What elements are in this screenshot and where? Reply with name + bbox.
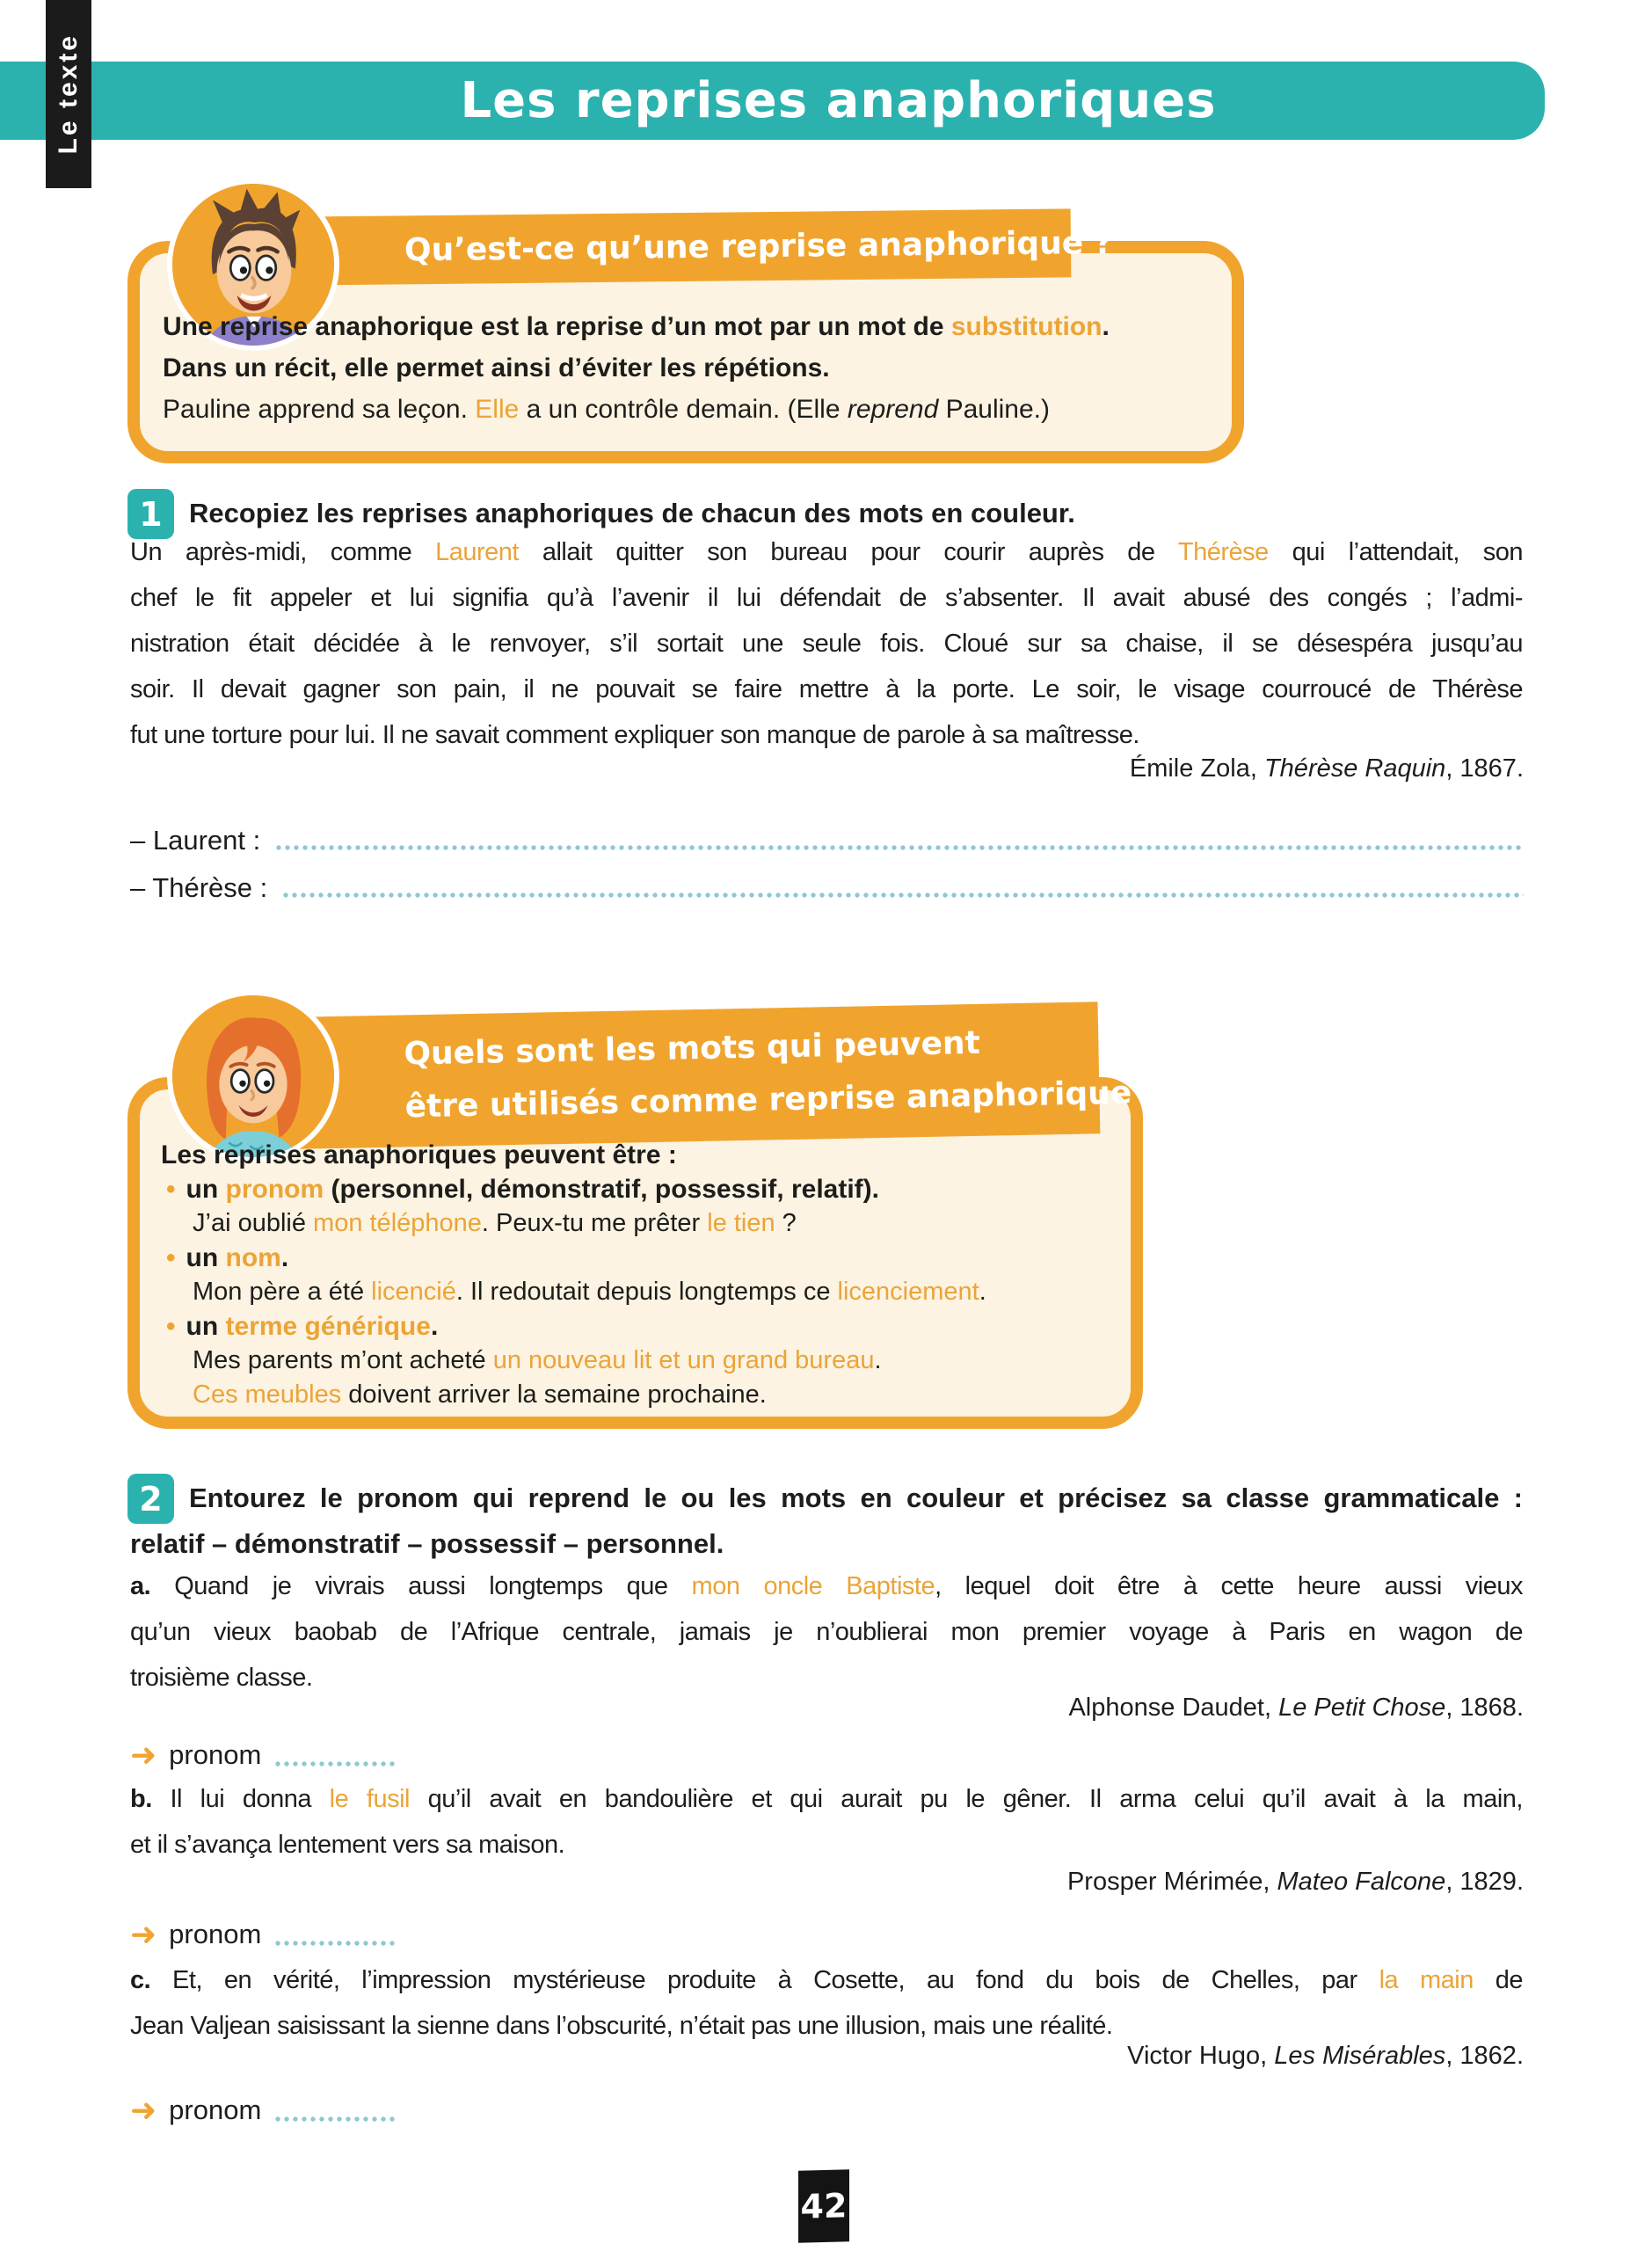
- citation-zola: [791, 754, 1524, 783]
- citation-author: Alphonse Daudet,: [1068, 1694, 1279, 1722]
- definition-example-line: Pauline apprend sa leçon. Elle a un contrôle demain. (Elle reprend Pauline.): [163, 395, 1050, 424]
- type-example: J’ai oublié mon téléphone. Peux-tu me prêter le tien ?: [193, 1209, 797, 1237]
- text-line: c. Et, en vérité, l’impression mystérieuse produite à Cosette, au fond du bois de Chelles, par la main de: [130, 1966, 1523, 1994]
- citation-year: , 1829.: [1445, 1868, 1524, 1896]
- answer-blank[interactable]: [281, 892, 1524, 899]
- answer-blank[interactable]: [273, 1940, 397, 1947]
- text-line: Jean Valjean saisissant la sienne dans l’obscurité, n’était pas une illusion, mais une réalité.: [130, 2012, 1113, 2040]
- exercise-2-instruction-line1: Entourez le pronom qui reprend le ou les mots en couleur et précisez sa classe grammaticale :: [189, 1482, 1523, 1513]
- page-title: Les reprises anaphoriques: [460, 72, 1217, 129]
- type-item-terme-generique: [161, 1309, 1124, 1344]
- exercise-2-badge: 2: [127, 1474, 174, 1524]
- pronoun-answer-row-c: [130, 2089, 397, 2131]
- definition-text: [163, 306, 1226, 430]
- pronoun-answer-row-a: [130, 1734, 397, 1776]
- answer-row-therese: [130, 865, 1524, 904]
- section-tab: [46, 0, 91, 188]
- question-banner-2: [296, 1002, 1161, 1148]
- answer-blank[interactable]: [274, 844, 1524, 851]
- citation-work: Thérèse Raquin: [1263, 754, 1446, 783]
- text-line: a. Quand je vivrais aussi longtemps que mon oncle Baptiste, lequel doit être à cette heure aussi vieux: [130, 1572, 1524, 1600]
- question-banner-2-line2: être utilisés comme reprise anaphorique ?: [404, 1074, 1161, 1126]
- question-banner-1-text: Qu’est-ce qu’une reprise anaphorique ?: [404, 224, 1113, 268]
- definition-line-1: Une reprise anaphorique est la reprise d’un mot par un mot de substitution.: [163, 312, 1110, 341]
- citation-year: , 1868.: [1445, 1694, 1524, 1722]
- section-tab-label: Le texte: [54, 33, 83, 155]
- type-item-label: un pronom (personnel, démonstratif, possessif, relatif).: [186, 1175, 879, 1204]
- pronoun-label: pronom: [169, 1739, 262, 1770]
- arrow-icon: ➜: [130, 2092, 157, 2129]
- answer-label: – Thérèse :: [130, 872, 268, 903]
- text-line: fut une torture pour lui. Il ne savait comment expliquer son manque de parole à sa maîtresse.: [130, 721, 1139, 749]
- text-line: b. Il lui donna le fusil qu’il avait en bandoulière et qui aurait pu le gêner. Il arma celui qu’il avait à la main,: [130, 1785, 1523, 1813]
- answer-blank[interactable]: [273, 2116, 397, 2123]
- answer-row-laurent: [130, 818, 1524, 856]
- arrow-icon: ➜: [130, 1737, 157, 1774]
- bullet-icon: •: [166, 1243, 176, 1272]
- citation-author: Prosper Mérimée,: [1066, 1868, 1277, 1896]
- text-line: qu’un vieux baobab de l’Afrique centrale, jamais je n’oublierai mon premier voyage à Paris en wagon de: [130, 1618, 1523, 1646]
- text-line: troisième classe.: [130, 1664, 313, 1692]
- exercise-1-instruction: Recopiez les reprises anaphoriques de chacun des mots en couleur.: [189, 498, 1075, 528]
- pronoun-label: pronom: [169, 2094, 262, 2125]
- question-banner-2-line1: Quels sont les mots qui peuvent: [404, 1024, 981, 1073]
- citation-work: Le Petit Chose: [1278, 1694, 1446, 1722]
- bullet-icon: •: [166, 1175, 176, 1204]
- citation-work: Les Misérables: [1274, 2042, 1446, 2070]
- citation-year: , 1862.: [1445, 2042, 1524, 2070]
- exercise-1-badge: 1: [127, 489, 174, 539]
- type-example: Ces meubles doivent arriver la semaine prochaine.: [193, 1380, 767, 1409]
- answer-blank[interactable]: [273, 1760, 397, 1767]
- page-number-badge: 42: [798, 2169, 849, 2243]
- chapter-title-banner: [0, 62, 1545, 140]
- citation-hugo: [791, 2042, 1524, 2071]
- pronoun-label: pronom: [169, 1919, 262, 1949]
- text-line: chef le fit appeler et lui signifia qu’à l’avenir il lui défendait de s’absenter. Il avait abusé des congés ; l’admi-: [130, 584, 1523, 612]
- text-line: nistration était décidée à le renvoyer, s’il sortait une seule fois. Cloué sur sa chaise, il se désespéra jusqu’au: [130, 630, 1523, 658]
- citation-daudet: [791, 1694, 1524, 1723]
- types-intro: Les reprises anaphoriques peuvent être :: [161, 1140, 677, 1169]
- girl-avatar-icon: [167, 990, 339, 1162]
- citation-author: Émile Zola,: [1129, 754, 1264, 783]
- exercise-2-item-a: [130, 1563, 1523, 1701]
- answer-label: – Laurent :: [130, 825, 261, 856]
- pronoun-answer-row-b: [130, 1913, 397, 1956]
- type-item-label: un nom.: [186, 1243, 289, 1272]
- text-line: soir. Il devait gagner son pain, il ne pouvait se faire mettre à la porte. Le soir, le visage courroucé de Thérèse: [130, 675, 1523, 703]
- types-list: [161, 1138, 1124, 1412]
- question-banner-1: [297, 208, 1113, 285]
- arrow-icon: ➜: [130, 1916, 157, 1953]
- text-line: et il s’avança lentement vers sa maison.: [130, 1831, 565, 1859]
- citation-merimee: [791, 1868, 1524, 1897]
- exercise-2-item-c: [130, 1957, 1523, 2049]
- definition-line-2: Dans un récit, elle permet ainsi d’éviter les répétions.: [163, 353, 830, 382]
- exercise-2-item-b: [130, 1776, 1523, 1868]
- type-item-label: un terme générique.: [186, 1312, 439, 1341]
- exercise-2-instruction-line2: relatif – démonstratif – possessif – personnel.: [130, 1528, 724, 1559]
- exercise-1-text: [130, 529, 1523, 758]
- type-example: Mes parents m’ont acheté un nouveau lit et un grand bureau.: [193, 1346, 882, 1374]
- bullet-icon: •: [166, 1312, 176, 1341]
- citation-author: Victor Hugo,: [1127, 2042, 1275, 2070]
- type-item-nom: [161, 1241, 1124, 1275]
- text-line: Un après-midi, comme Laurent allait quitter son bureau pour courir auprès de Thérèse qui l’attendait, son: [130, 538, 1524, 566]
- citation-work: Mateo Falcone: [1277, 1868, 1446, 1896]
- type-item-pronom: [161, 1172, 1124, 1206]
- type-example: Mon père a été licencié. Il redoutait depuis longtemps ce licenciement.: [193, 1278, 986, 1306]
- citation-year: , 1867.: [1445, 754, 1524, 783]
